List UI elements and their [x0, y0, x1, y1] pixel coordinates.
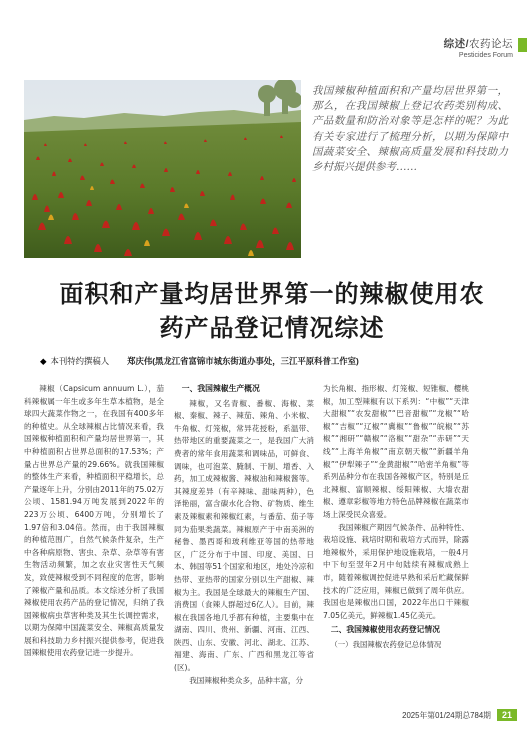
page-footer: [402, 709, 517, 721]
page-number: 21: [497, 709, 517, 721]
body-paragraph: 辣椒，又名青椒、番椒、海椒、菜椒、秦椒、辣子、辣茄、辣角、小米椒、牛角椒、灯笼椒，常异花授粉，系温带、热带地区的重要蔬菜之一，是我国广大消费者的常年食用蔬菜和调味品，可鲜食、调味，也可泡菜、腌制、干制、增香、入药，加工成辣椒酱、辣椒油和辣椒酱等。其辣度差异（有辛辣味、甜味两种），色泽艳丽，富含碳水化合物、矿物质、维生素及辣椒素和辣椒红素，与番茄、茄子等同为茄果类蔬菜。辣椒原产于中南美洲的秘鲁、墨西哥和玻利维亚等国的热带地区，广泛分布于中国、印度、美国、日本、韩国等51个国家和地区，地处冷凉和热带、亚热带的国家分别以生产甜椒、辣椒为主。我国是全球最大的辣椒生产国、消费国（食辣人群超过6亿人）。目前，辣椒在我国各地几乎都有种植，主要集中在湖南、四川、贵州、新疆、河南、江西、陕西、山东、安徽、河北、湖北、江苏、福建、海南、广东、广西和黑龙江等省(区)。: [174, 398, 314, 673]
section-color-tab: [518, 38, 527, 52]
byline-column: 本刊特约撰稿人: [50, 356, 110, 366]
body-paragraph: 辣椒（Capsicum annuum L.），茄科辣椒属一年生或多年生草本植物，是全球四大蔬菜作物之一，在我国有400多年的种植史。从全球辣椒占比情况来看，我国辣椒种植面积和产量均居世界第一，其中种植面积占世界总面积的17.53%；产量占世界总产量的29.66%。就我国辣椒的整体生产来看，种植面积平稳增长，总产量逐年上升，分别由2011年的75.02万公顷、1581.94万吨发展到2022年的223万公顷、6400万吨，分别增长了1.97倍和3.04倍。然而，由于我国辣椒的种植范围广，自然气候条件复杂，生产中各种病原物、害虫、杂草、杂草等有害生物活动频繁，加之农业灾害性天气频发，致使辣椒受到不同程度的危害，影响了辣椒产量和品质。本文综述分析了我国辣椒使用农药产品的登记情况，归纳了我国辣椒病虫草害种类及其生长调控需求，以期为保障中国蔬菜安全、辣椒高质量发展和科技助力乡村振兴提供参考，促进我国辣椒使用农药登记进一步提升。: [24, 384, 164, 658]
body-column-3: [323, 383, 469, 653]
byline-authors: 郑庆伟(黑龙江省富锦市城东街道办事处，三江平原科普工作室): [127, 356, 359, 366]
byline: [40, 355, 510, 367]
chili-field-illustration: [24, 80, 301, 258]
body-column-2: [174, 383, 314, 687]
section-heading-2: 二、我国辣椒使用农药登记情况: [330, 625, 440, 635]
section-english: Pesticides Forum: [458, 52, 513, 59]
body-paragraph: 我国辣椒产期因气候条件、品种特性、栽培设施、栽培时期和栽培方式而异，除露地辣椒外，采用保护地设施栽培，一般4月中下旬至翌年2月中旬陆续有辣椒成熟上市，随着辣椒调控促进早熟和采后贮藏保鲜技术的广泛应用，辣椒已做到了周年供应。我国也是辣椒出口国，2022年出口干辣椒7.05亿美元，鲜辣椒1.45亿美元。: [323, 522, 469, 620]
body-paragraph: 为长角椒、指形椒、灯笼椒、短锥椒、樱桃椒，加工型辣椒有以下系列：“中椒”“天津大甜椒”“农发甜椒”“巴音甜椒”“龙椒”“哈椒”“吉椒”“辽椒”“冀椒”“鲁椒”“皖椒”“苏椒”“湘研”“赣椒”“洛椒”“甜杂”“赤研”“天线”“上海羊角椒”“南京朝天椒”“新疆羊角椒”“伊犁辣子”“金黄甜椒”“哈密羊角椒”等系列品种分布在我国各辣椒产区，特别是丘北辣椒、富顺辣椒、绥阳辣椒、大墙农甜椒、遵章彩椒等地方特色品牌辣椒在蔬菜市场上深受民众喜爱。: [323, 384, 469, 519]
body-paragraph: 我国辣椒种类众多，品种丰富，分: [189, 675, 304, 685]
diamond-icon: ◆: [40, 356, 47, 366]
section-label: 综述/农药论坛: [443, 38, 513, 50]
chili-field-photo: [24, 80, 301, 258]
section-header: [444, 36, 513, 59]
lead-paragraph: 我国辣椒种植面积和产量均居世界第一，那么，在我国辣椒上登记农药类别构成、产品数量和防治对象等是怎样的呢？为此有关专家进行了梳理分析，以期为保障中国蔬菜安全、辣椒高质量发展和科技助力乡村振兴提供参考……: [312, 85, 508, 174]
section-subname: 农药论坛: [469, 38, 513, 50]
section-name: 综述: [443, 38, 466, 50]
issue-info: 2025年第01/24期总784期: [402, 710, 491, 720]
section-heading-1: 一、我国辣椒生产概况: [181, 384, 260, 393]
subsection-heading: （一）我国辣椒农药登记总体情况: [330, 639, 442, 649]
article-title: 面积和产量均居世界第一的辣椒使用农药产品登记情况综述: [59, 279, 485, 342]
body-column-1: [24, 383, 164, 660]
